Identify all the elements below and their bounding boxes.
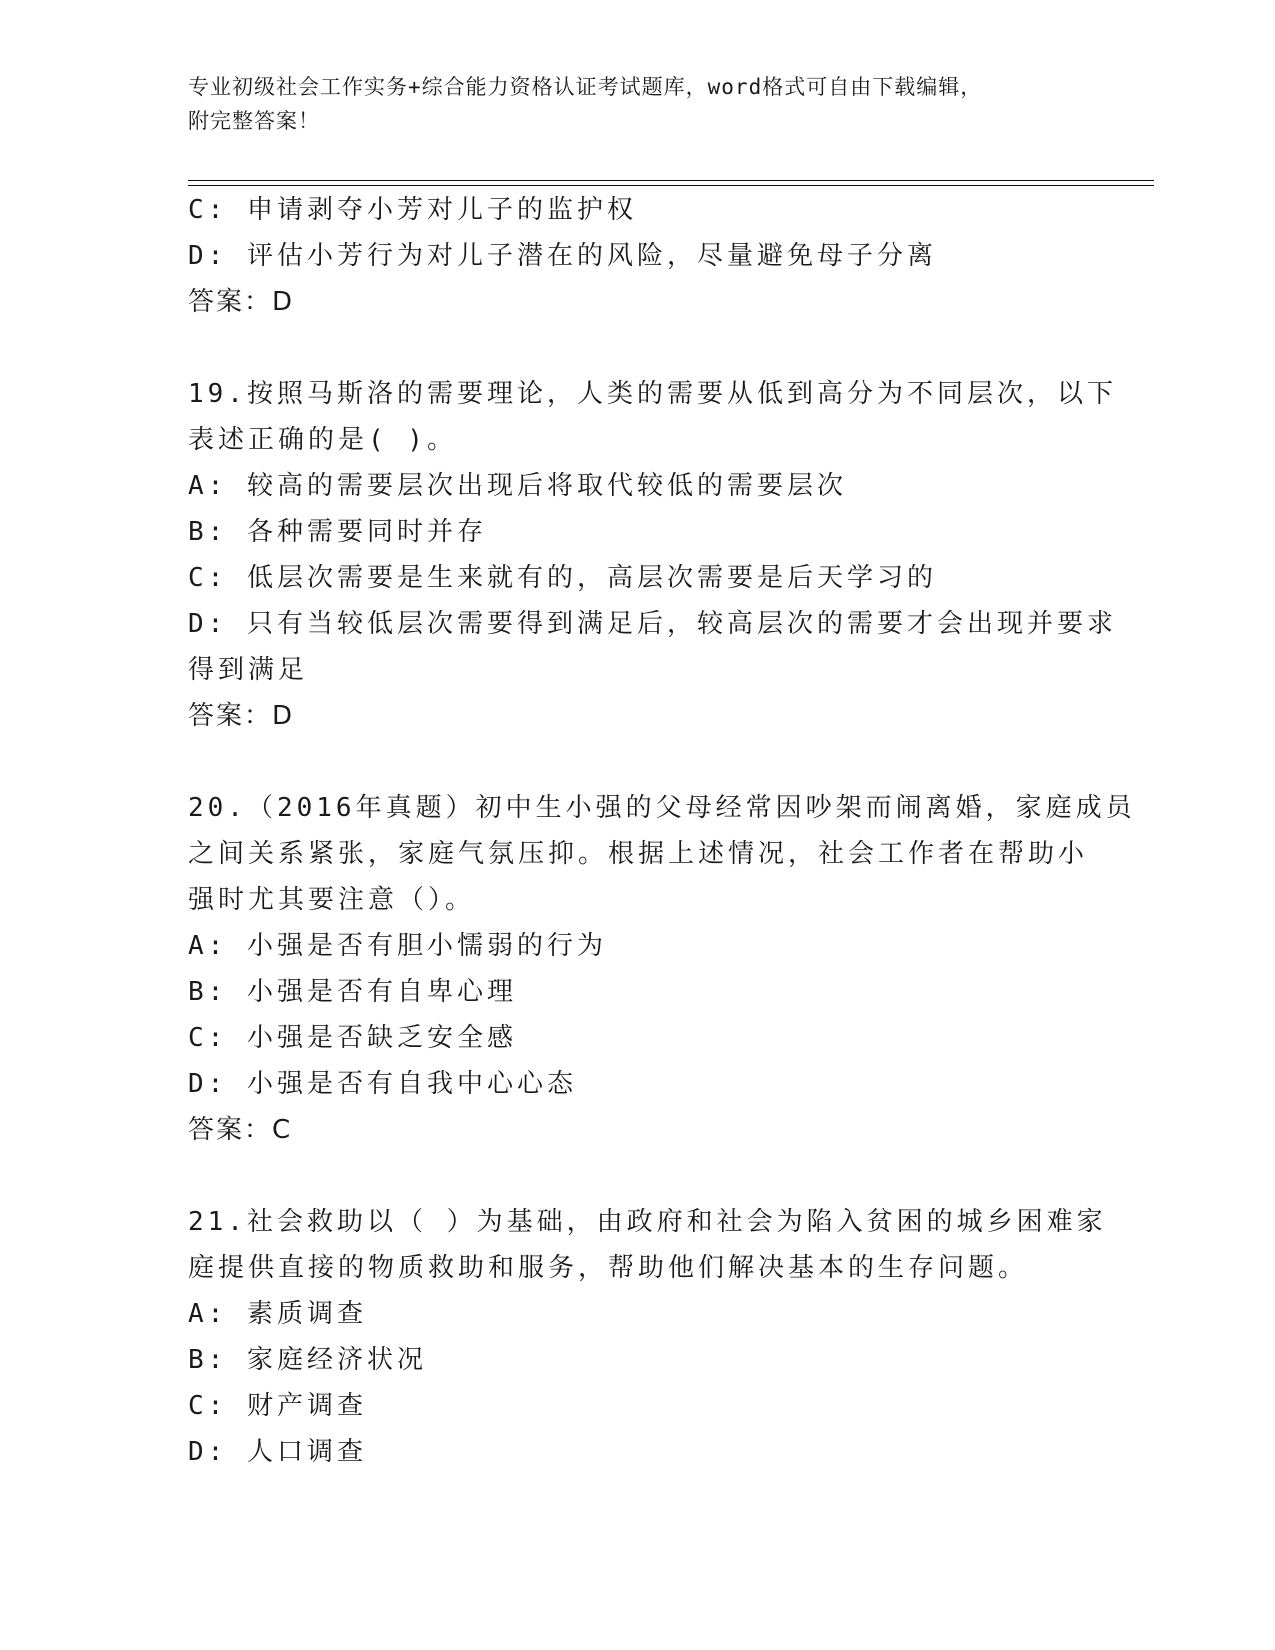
- answer-label: 答案：D: [188, 287, 295, 317]
- header-rule-bottom: [188, 185, 1154, 186]
- question-19: [188, 371, 1117, 739]
- option-b: B: 小强是否有自卑心理: [188, 977, 517, 1007]
- header-line-1: 专业初级社会工作实务+综合能力资格认证考试题库，word格式可自由下载编辑，: [188, 75, 983, 99]
- option-a: A: 较高的需要层次出现后将取代较低的需要层次: [188, 471, 847, 501]
- option-d: D: 只有当较低层次需要得到满足后，较高层次的需要才会出现并要求: [188, 609, 1117, 639]
- question-stem-cont: 之间关系紧张，家庭气氛压抑。根据上述情况，社会工作者在帮助小: [188, 839, 1089, 869]
- spacer: [188, 739, 1088, 785]
- question-stem-cont: 庭提供直接的物质救助和服务，帮助他们解决基本的生存问题。: [188, 1253, 1029, 1283]
- option-c: C: 财产调查: [188, 1391, 367, 1421]
- option-c: C: 低层次需要是生来就有的，高层次需要是后天学习的: [188, 563, 937, 593]
- option-b: B: 各种需要同时并存: [188, 517, 487, 547]
- option-a: A: 小强是否有胆小懦弱的行为: [188, 931, 607, 961]
- answer-label: 答案：C: [188, 1115, 293, 1145]
- question-stem: 20.（2016年真题）初中生小强的父母经常因吵架而闹离婚，家庭成员: [188, 793, 1136, 823]
- question-20: [188, 785, 1136, 1153]
- question-21: [188, 1199, 1107, 1475]
- question-stem-cont: 强时尤其要注意（）。: [188, 885, 476, 915]
- question-stem: 19.按照马斯洛的需要理论，人类的需要从低到高分为不同层次，以下: [188, 379, 1117, 409]
- spacer: [188, 1153, 1088, 1199]
- document-body: [188, 187, 1136, 1475]
- option-c: C: 小强是否缺乏安全感: [188, 1023, 517, 1053]
- header-line-2: 附完整答案！: [188, 109, 320, 133]
- answer-label: 答案：D: [188, 701, 295, 731]
- option-d: D: 人口调查: [188, 1437, 367, 1467]
- option-d-cont: 得到满足: [188, 655, 309, 685]
- spacer: [188, 325, 1088, 371]
- question-stem-cont: 表述正确的是( )。: [188, 425, 457, 455]
- option-d: D: 小强是否有自我中心心态: [188, 1069, 577, 1099]
- header-rule-top: [188, 180, 1154, 181]
- option-d: D: 评估小芳行为对儿子潜在的风险，尽量避免母子分离: [188, 241, 937, 271]
- document-header: [188, 70, 1088, 138]
- option-c: C: 申请剥夺小芳对儿子的监护权: [188, 195, 637, 225]
- option-b: B: 家庭经济状况: [188, 1345, 427, 1375]
- option-a: A: 素质调查: [188, 1299, 367, 1329]
- question-18-continued: [188, 187, 1088, 325]
- question-stem: 21.社会救助以（ ）为基础，由政府和社会为陷入贫困的城乡困难家: [188, 1207, 1107, 1237]
